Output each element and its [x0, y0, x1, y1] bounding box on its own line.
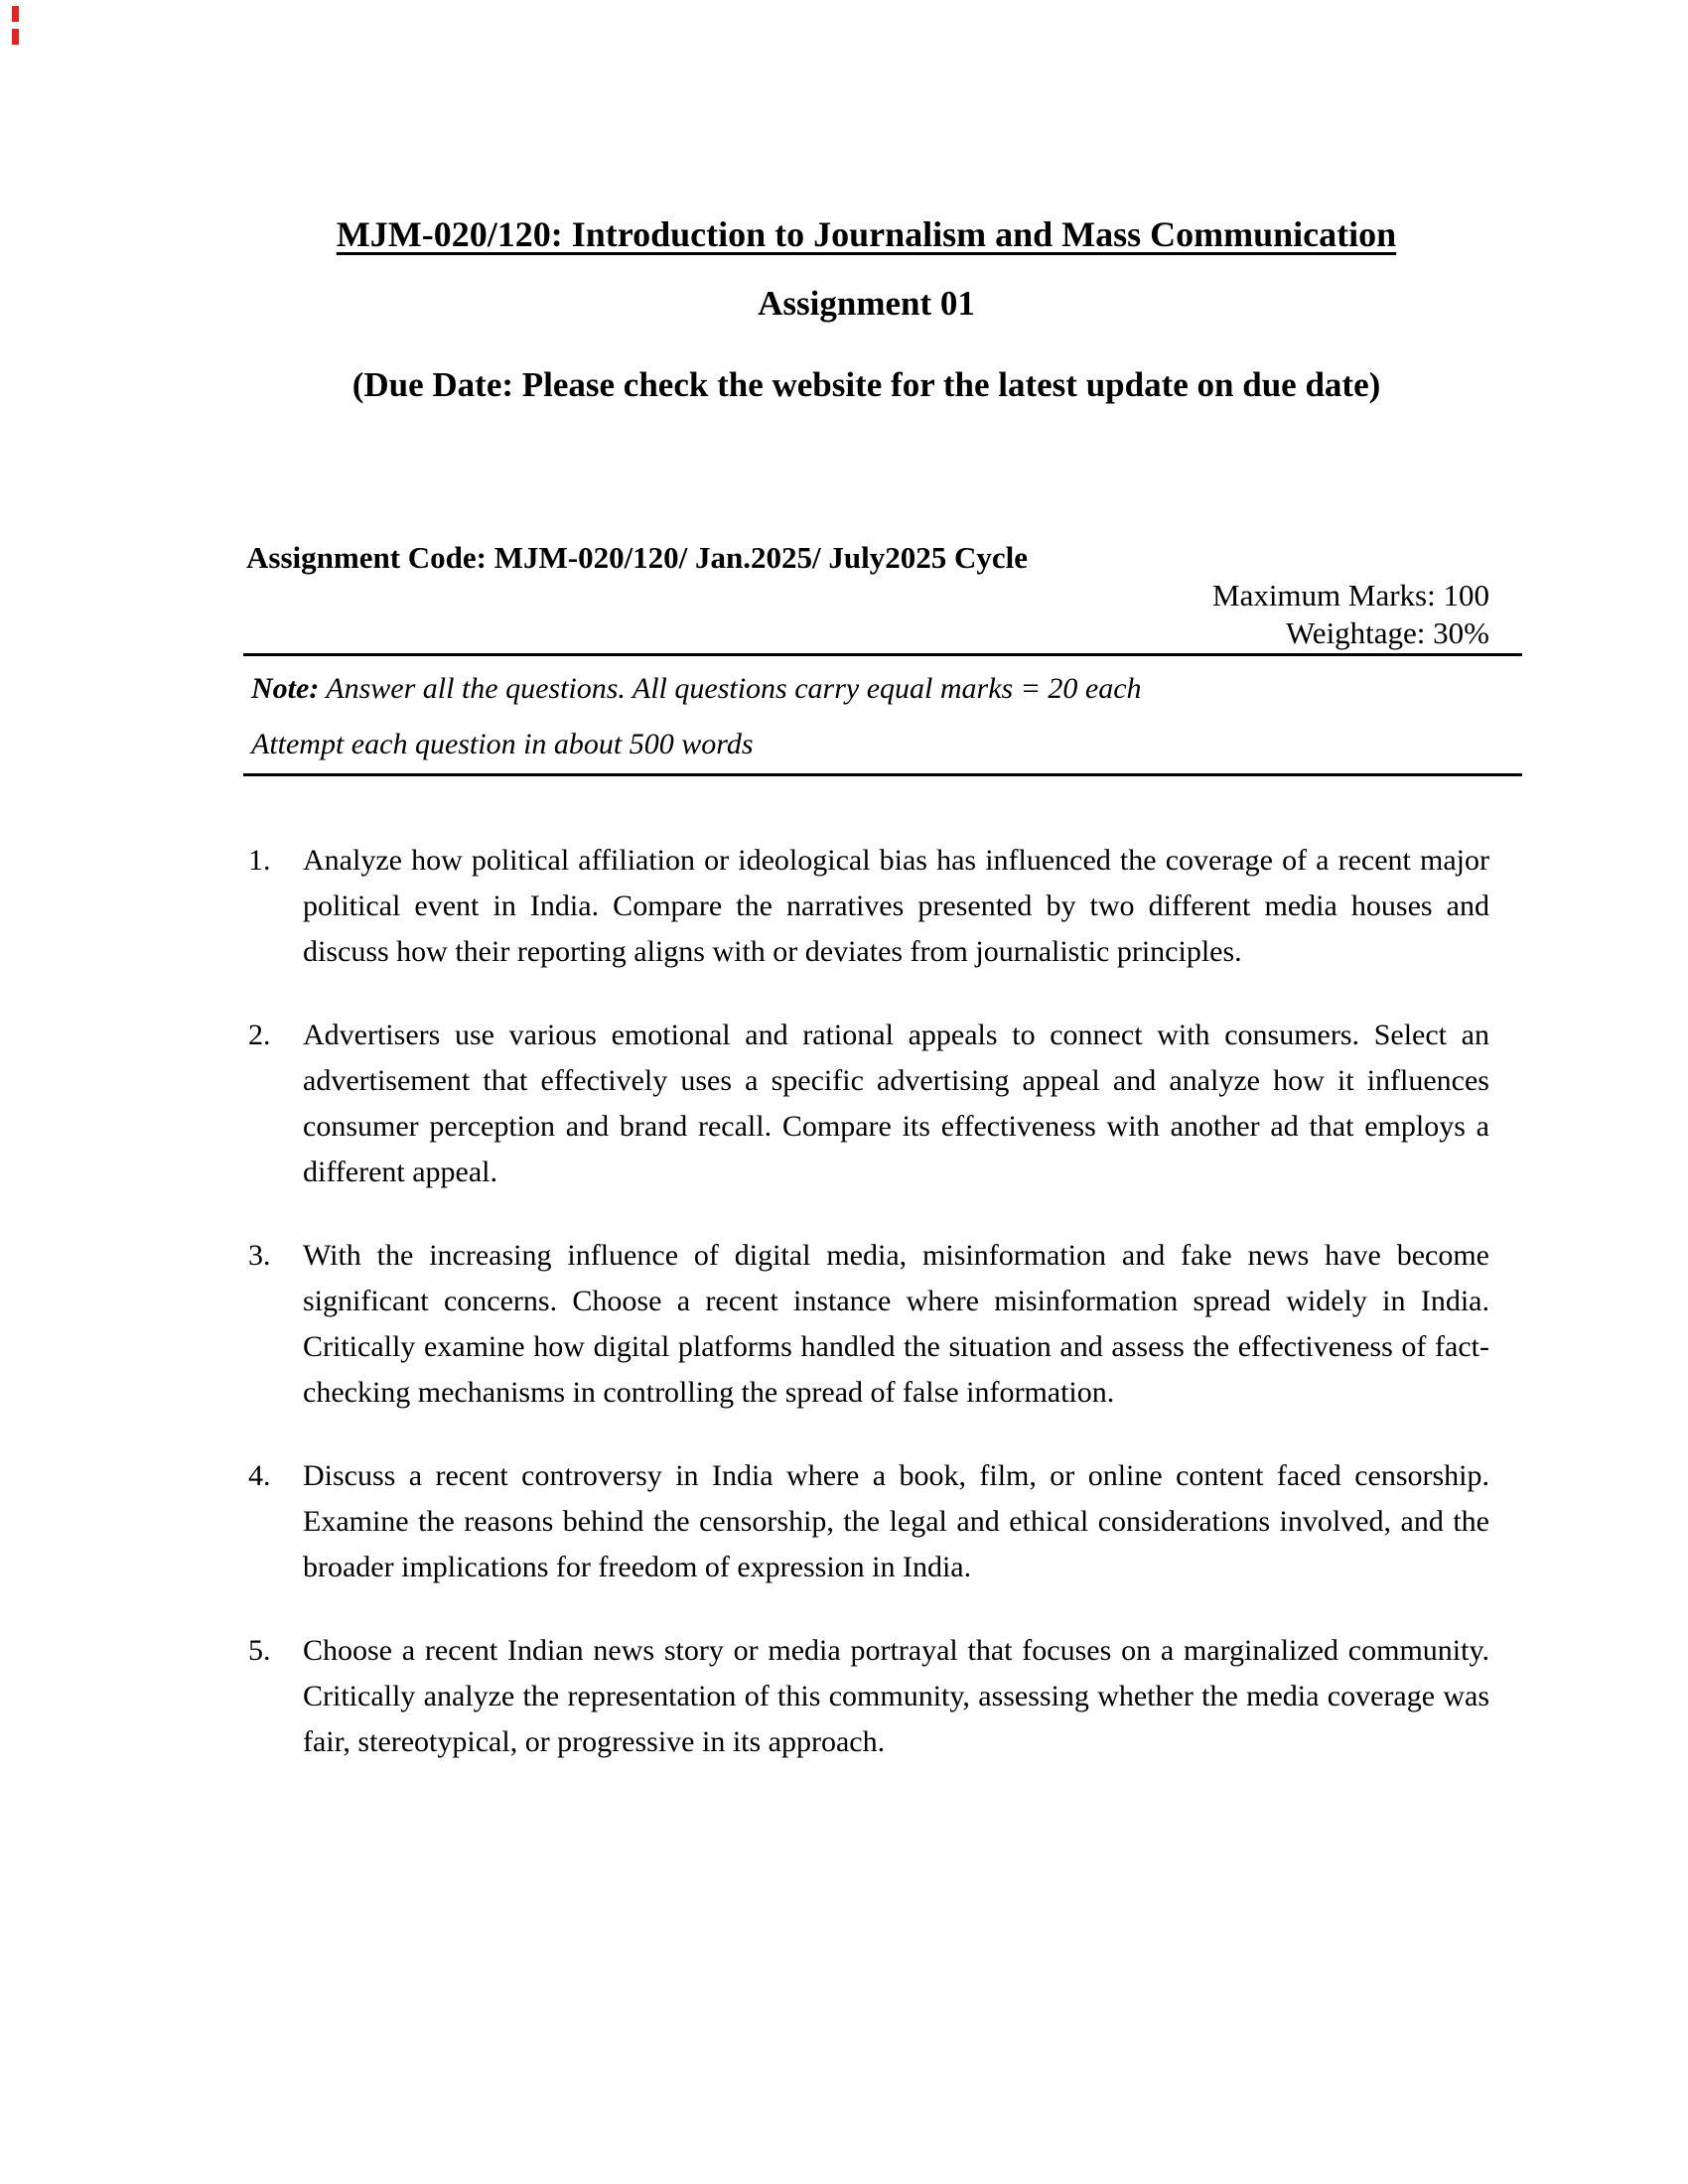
- question-number: 4.: [248, 1459, 271, 1492]
- question-item: [243, 1628, 1489, 1765]
- due-date-line: (Due Date: Please check the website for the latest update on due date): [352, 365, 1381, 404]
- question-number: 1.: [248, 844, 271, 877]
- question-text: With the increasing influence of digital media, misinformation and fake news have become significant concerns. Choose a recent instance where misinformation spread widely in India. Critically examine how digital platforms handled the situation and assess the effectiveness of fact-checking mechanisms in controlling the spread of false information.: [303, 1239, 1489, 1409]
- question-text: Analyze how political affiliation or ideological bias has influenced the coverage of a recent major political event in India. Compare the narratives presented by two different media houses and discuss how their reporting aligns with or deviates from journalistic principles.: [303, 844, 1489, 968]
- red-dash-icon: [12, 29, 19, 45]
- document-content: [243, 0, 1489, 1803]
- red-corner-marks: [12, 6, 32, 52]
- document-title: MJM-020/120: Introduction to Journalism and Mass Communication: [336, 214, 1397, 254]
- question-item: [243, 1233, 1489, 1416]
- question-item: [243, 1453, 1489, 1590]
- question-item: [243, 838, 1489, 975]
- note-label: Note:: [251, 672, 320, 705]
- question-number: 5.: [248, 1634, 271, 1667]
- assignment-code: Assignment Code: MJM-020/120/ Jan.2025/ July2025 Cycle: [246, 540, 1029, 575]
- note-box: [243, 653, 1522, 776]
- question-list: [243, 838, 1489, 1765]
- question-number: 3.: [248, 1239, 271, 1272]
- note-line: [251, 666, 1522, 712]
- maximum-marks: Maximum Marks: 100: [1212, 578, 1489, 613]
- question-text: Advertisers use various emotional and rational appeals to connect with consumers. Select an advertisement that effectively uses a specific advertising appeal and analyze how it influences consumer perception and brand recall. Compare its effectiveness with another ad that employs a different appeal.: [303, 1019, 1489, 1188]
- question-text: Discuss a recent controversy in India where a book, film, or online content faced censorship. Examine the reasons behind the censorship, the legal and ethical considerations involved, and the broader implications for freedom of expression in India.: [303, 1459, 1489, 1583]
- question-text: Choose a recent Indian news story or media portrayal that focuses on a marginalized community. Critically analyze the representation of this community, assessing whether the media coverage was fair, stereotypical, or progressive in its approach.: [303, 1634, 1489, 1758]
- question-item: [243, 1013, 1489, 1195]
- question-number: 2.: [248, 1019, 271, 1051]
- assignment-heading: Assignment 01: [758, 284, 975, 323]
- assignment-info-block: [243, 539, 1489, 652]
- note-text: Answer all the questions. All questions carry equal marks = 20 each: [326, 672, 1142, 705]
- red-dash-icon: [12, 6, 19, 22]
- weightage: Weightage: 30%: [1286, 615, 1489, 650]
- attempt-instruction: Attempt each question in about 500 words: [251, 728, 754, 760]
